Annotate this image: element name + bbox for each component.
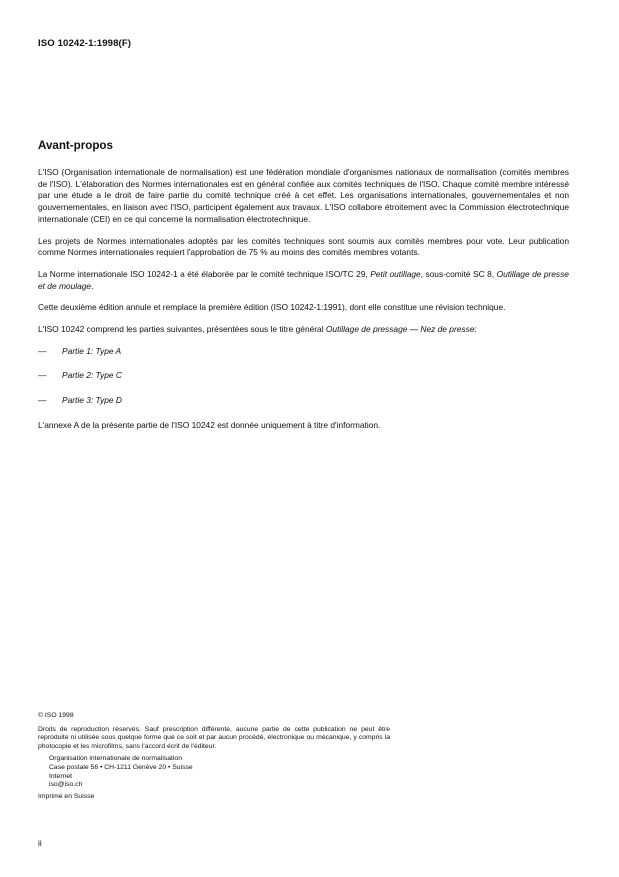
printed-in: Imprimé en Suisse (38, 792, 95, 800)
organisation-name: Organisation internationale de normalisation (49, 755, 182, 763)
part-1-title: Partie 1: Type A (62, 345, 122, 356)
rights-notice: Droits de reproduction réservés. Sauf prescription différente, aucune partie de cette publication ne peut être reproduite ni utilisée sous quelque forme que ce soit et par aucun procédé, électronique ou mécanique, y compris la photocopie et les microfilms, sans l'accord écrit de l'éditeur. (38, 725, 390, 750)
document-identifier: ISO 10242-1:1998(F) (38, 38, 132, 49)
dash-marker: — (38, 370, 47, 381)
dash-marker: — (38, 345, 47, 356)
list-item-part-2 (38, 370, 569, 382)
foreword-body (38, 167, 569, 442)
dash-marker: — (38, 395, 47, 406)
committee-text-end: . (91, 280, 94, 291)
internet-line (49, 773, 390, 790)
copyright-line: © ISO 1998 (38, 712, 74, 719)
list-item-part-1 (38, 346, 569, 358)
committee-text-lead: La Norme internationale ISO 10242-1 a été élaborée par le comité technique ISO/TC 29, (38, 268, 371, 279)
part-2-title: Partie 2: Type C (62, 370, 122, 381)
paragraph-edition: Cette deuxième édition annule et remplace la première édition (ISO 10242-1:1991), dont elle constitue une révision technique. (38, 302, 506, 313)
subcommittee-name: Outillage de presse et de moulage (38, 268, 569, 291)
list-item-part-3 (38, 395, 569, 407)
general-title: Outillage de pressage — Nez de presse (325, 324, 475, 335)
committee-text-mid: , sous-comité SC 8, (420, 268, 497, 279)
internet-label: Internet (49, 772, 73, 780)
address-line: Case postale 56 • CH-1211 Genève 20 • Suisse (49, 763, 193, 771)
paragraph-annex: L'annexe A de la présente partie de l'ISO 10242 est donnée uniquement à titre d'information. (38, 419, 381, 430)
page-number: ii (38, 839, 42, 848)
copyright-block (38, 712, 390, 801)
postal-address (38, 755, 390, 789)
committee-name: Petit outillage (370, 268, 421, 279)
parts-intro-end: : (474, 324, 477, 335)
paragraph-draft-standards: Les projets de Normes internationales adoptés par les comités techniques sont soumis aux comités membres pour vote. Leur publication comme Normes internationales requiert l'approbation de 75 % au moins des comités membres votants. (38, 235, 569, 258)
paragraph-committee (38, 269, 569, 292)
internet-address: iso@iso.ch (49, 781, 83, 789)
section-title: Avant-propos (38, 139, 113, 152)
paragraph-parts-intro (38, 324, 569, 336)
parts-intro-lead: L'ISO 10242 comprend les parties suivantes, présentées sous le titre général (38, 324, 326, 335)
paragraph-iso-organisation: L'ISO (Organisation internationale de normalisation) est une fédération mondiale d'organismes nationaux de normalisation (comités membres de l'ISO). L'élaboration des Normes internationales est en général confiée aux comités techniques de l'ISO. Chaque comité membre intéressé par une étude a le droit de faire partie du comité technique créé à cet effet. Les organisations internationales, gouvernementales et non gouvernementales, en liaison avec l'ISO, participent également aux travaux. L'ISO collabore étroitement avec la Commission électrotechnique internationale (CEI) en ce qui concerne la normalisation électrotechnique. (38, 167, 569, 224)
part-3-title: Partie 3: Type D (62, 395, 122, 406)
